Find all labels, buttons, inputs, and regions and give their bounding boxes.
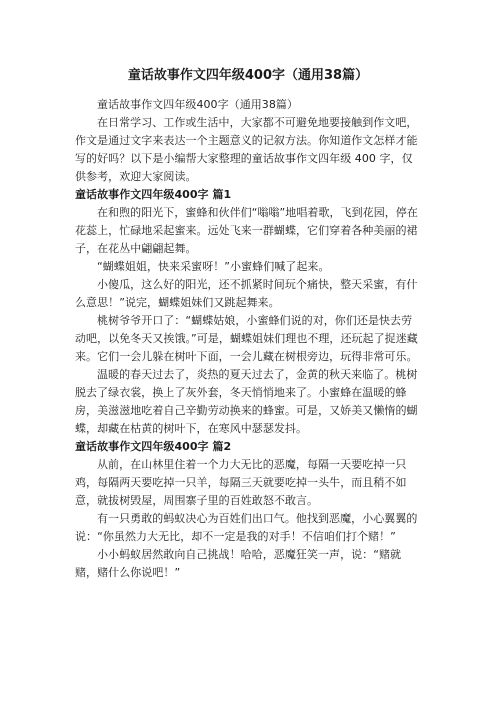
- paragraph: 桃树爷爷开口了：“蝴蝶姑娘，小蜜蜂们说的对，你们还是快去劳动吧，以免冬天又挨饿。”可是，蝴蝶姐妹们理也不理，还玩起了捉迷藏来。它们一会儿躲在树叶下面，一会儿藏在树根旁边，玩得非常可乐。: [75, 314, 418, 363]
- paragraph: 温暖的春天过去了，炎热的夏天过去了，金黄的秋天来临了。桃树脱去了绿衣裳，换上了灰外套，冬天悄悄地来了。小蜜蜂在温暖的蜂房，美滋滋地吃着自己辛勤劳动换来的蜂蜜。可是，又娇美又懒惰的蝴蝶，却藏在枯黄的树叶下，在寒风中瑟瑟发抖。: [75, 368, 418, 435]
- paragraph: 在日常学习、工作或生活中，大家都不可避免地要接触到作文吧，作文是通过文字来表达一个主题意义的记叙方法。你知道作文怎样才能写的好吗？以下是小编帮大家整理的童话故事作文四年级 400 字，仅供参考，欢迎大家阅读。: [75, 116, 418, 183]
- document-body: [75, 96, 421, 582]
- paragraph: 有一只勇敢的蚂蚁决心为百姓们出口气。他找到恶魔，小心翼翼的说：“你虽然力大无比，却不一定是我的对手！不信咱们打个赌！”: [75, 512, 418, 543]
- paragraph: “蝴蝶姐姐，快来采蜜呀！”小蜜蜂们喊了起来。: [97, 260, 330, 273]
- section-heading: 童话故事作文四年级400字 篇2: [75, 440, 232, 453]
- paragraph: 在和煦的阳光下，蜜蜂和伙伴们“嗡嗡”地唱着歌，飞到花园，停在花蕊上，忙碌地采起蜜来。远处飞来一群蝴蝶，它们穿着各种美丽的裙子，在花丛中翩翩起舞。: [75, 206, 418, 255]
- document-title: 童话故事作文四年级400字（通用38篇）: [127, 68, 369, 83]
- paragraph: 小小蚂蚁居然敢向自己挑战！哈哈，恶魔狂笑一声，说：“赌就赌，赌什么你说吧！”: [75, 548, 402, 579]
- paragraph: 小傻瓜，这么好的阳光，还不抓紧时间玩个痛快，整天采蜜，有什么意思！”说完，蝴蝶姐妹们又跳起舞来。: [75, 278, 418, 309]
- paragraph: 童话故事作文四年级400字（通用38篇）: [97, 98, 298, 111]
- paragraph: 从前，在山林里住着一个力大无比的恶魔，每隔一天要吃掉一只鸡，每隔两天要吃掉一只羊，每隔三天就要吃掉一头牛，而且稍不如意，就拔树毁屋，周围寨子里的百姓敢怒不敢言。: [75, 458, 407, 507]
- section-heading: 童话故事作文四年级400字 篇1: [75, 188, 232, 201]
